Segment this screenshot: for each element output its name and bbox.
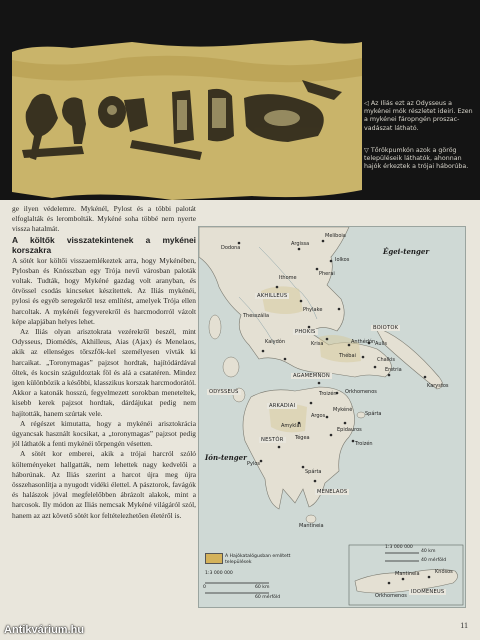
place-korinthos: Troizén (319, 391, 337, 397)
place-chalkis: Chalkis (377, 357, 396, 363)
page-number: 11 (460, 621, 468, 630)
place-aulis: Aulis (375, 341, 387, 347)
place-ithome: Ithome (279, 275, 297, 281)
region-label-thessalia: Thesszália (243, 313, 270, 319)
region-label-nestor: NESTÓR (261, 437, 284, 443)
place-aigina: Spárta (365, 411, 382, 417)
place-epidauros: Epidauros (337, 427, 362, 433)
fresco-caption: ◁ Az Iliás ezt az Odysseus a mykénei mók részletet ideiri. Ezen a mykénei fáropngén proszac-vadászat látható. (364, 100, 473, 132)
place-lykos: Knósos (435, 569, 453, 575)
place-troizen: Troizén (355, 441, 373, 447)
place-orkhomenos: Amyklai (281, 423, 301, 429)
body-paragraph-3: A régészet kimutatta, hogy a mykénéi arisztokrácia úgyancsak használt kocsikat, a „toronymagas” pajzsot pedig jól láthatók a fenti mykénéi tőrpengén vésetten. (12, 418, 196, 449)
section-heading: A költők visszatekintenek a mykénei korszakra (12, 234, 196, 256)
place-argissa: Argissa (291, 241, 310, 247)
mycenaean-dagger-fresco-image (12, 40, 362, 200)
scale-zero: 0 (203, 585, 206, 590)
place-megara: Orkhomenos (345, 389, 377, 395)
map-caption: ▽ Tőrökpumkón azok a görög településeik láthatók, ahonnan hajók érkeztek a trójai háborúba. (364, 146, 469, 171)
body-paragraph-1: A sötét kor költői visszaemlékeztek arra, hogy Mykénében, Pylosban és Knósszban egy Trója nevű városban paloták voltak. Tudták, hogy Mykéné gazdag volt aranyban, és ötvössel csodás kincseket készítettek. Az Iliás mykénéi, pylosi és egyéb seregekről tesz említést, amelyek Trója ellen harcoltak. A mykénéi fegyverekről és harcmodorról vázolt képe alapjában helyes lehet. (12, 255, 196, 326)
ionian-sea-label: Ión-tenger (205, 453, 247, 462)
place-meliboia: Meliboia (325, 233, 346, 239)
place-sparta: Spárta (305, 469, 322, 475)
body-paragraph-4: A sötét kor emberei, akik a trójai harcról szóló költeményeket hallgatták, nem lehettek nagy kedvelői a háborúnak. Az Iliás szerint a harcot újra meg újra összehasonlítja a nyugodt vidéki élettel. A pásztorok, favágók és halászok jóval megfelelőbben ábrázolt alakok, mint a harcosok. Ily módon az Iliás nemcsak Mykéné világáról szól, hanem az azt követő sötét kor feltételezhetően életéről is. (12, 449, 196, 520)
place-knosos: Mantineia (395, 571, 420, 577)
legend-text: A Hajókatalógusban említett települések (225, 554, 291, 565)
region-label-agamemnon: AGAMEMNON (293, 373, 330, 379)
place-iolkos: Iolkos (335, 257, 350, 263)
place-mykene: Mykéné (333, 407, 353, 413)
article-column (12, 204, 196, 521)
place-krisa: Krisa (311, 341, 324, 347)
watermark-logo: Antikvárium.hu (4, 624, 85, 636)
place-eretria: Eretria (385, 367, 402, 373)
place-kythera: Mantineia (299, 523, 324, 529)
inset-scale-ratio: 1:3 000 000 (385, 545, 413, 550)
region-label-akhilleus: AKHILLEUS (257, 293, 288, 299)
aegean-sea-label: Égei-tenger (383, 247, 430, 256)
intro-paragraph: ge ilyen védelemre. Mykénél, Pylost és a többi palotát elfoglalták és lerombolták. Mykéné soha többé nem nyerte vissza hatalmát. (12, 204, 196, 234)
place-karystos: Karystos (427, 383, 449, 389)
place-pylos: Pylos (247, 461, 261, 467)
place-anthedon: Anthédón (351, 339, 376, 345)
region-label-arkadiai: ARKADIAI (269, 403, 296, 409)
legend-swatch (205, 553, 223, 564)
scale-ratio: 1:3 000 000 (205, 571, 233, 576)
region-label-boiotok: BOIOTOK (373, 325, 399, 331)
place-thebai: Thébai (339, 353, 356, 359)
map-of-greece (198, 226, 466, 608)
region-label-odysseus: ODYSSEUS (209, 389, 239, 395)
region-label-menelaos: MENELAOS (317, 489, 348, 495)
region-label-idomeneus: IDOMENEUS (411, 589, 445, 595)
scale-miles: 60 mérföld (255, 595, 281, 600)
inset-scale-km: 40 km (421, 549, 436, 554)
body-paragraph-2: Az Iliás olyan arisztokrata vezérekről beszél, mint Odysseus, Diomédés, Akhilleus, Aias (Ajax) és Menelaos, akik az ellenséges tőrszfők-kel személyesen vívták ki harcaikat. „Toronymagas” pajzsot hordtak, hajítódárdával öltek, és kocsin száguldoztak föl és alá a csatatéren. Mindez igen különbözik a későbbi, klasszikus korszak harcmodorától. Akkor a katonák hosszú, fegyelmezett sorokban meneteltek, kisebb kerek pajzsot hordtak, dárdájukat pedig nem hajították, hanem szúrtak vele. (12, 327, 196, 418)
place-kalydon: Kalydón (265, 339, 286, 345)
place-phaistos: Orkhomenos (375, 593, 407, 599)
place-dodona: Dodona (221, 245, 241, 251)
fresco-band (0, 0, 480, 200)
place-pherai: Pherai (319, 271, 335, 277)
region-label-phokis: PHOKIS (295, 329, 316, 335)
inset-scale-miles: 40 mérföld (421, 558, 447, 563)
place-tegea: Tégea (295, 435, 310, 441)
place-argos: Argos (311, 413, 326, 419)
scale-km: 60 km (255, 585, 270, 590)
place-phylake: Phylake (303, 307, 323, 313)
image-captions (364, 100, 474, 185)
